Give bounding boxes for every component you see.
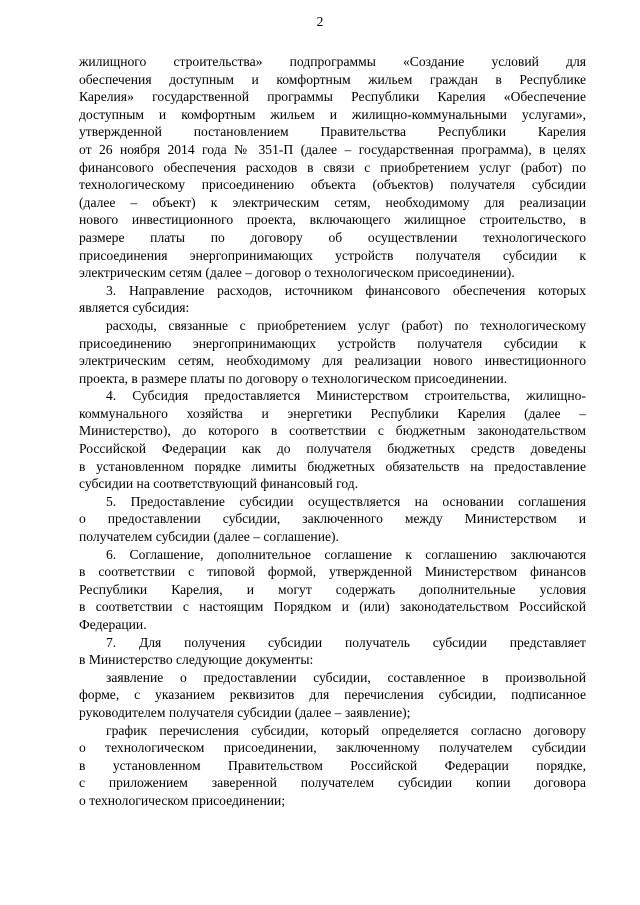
paragraph [79,387,586,493]
text-line: технологическому присоединению объекта (объектов) получателя субсидии [79,177,586,193]
text-line: в соответствии с настоящим Порядком и (или) законодательством Российской [79,599,586,615]
text-line: Министерство), до которого в соответствии с бюджетным законодательством [79,423,586,439]
text-line: о технологическом присоединении; [79,792,286,808]
text-line: в соответствии с типовой формой, утвержденной Министерством финансов [79,564,586,580]
text-line: в Министерство следующие документы: [79,652,314,668]
text-line: размере платы по договору об осуществлении технологического [79,229,586,245]
text-line: проекта, в размере платы по договору о технологическом присоединении. [79,370,508,386]
text-line: коммунального хозяйства и энергетики Республики Карелия (далее – [79,405,586,421]
text-line: Федерации. [79,617,147,632]
text-line: 7. Для получения субсидии получатель субсидии представляет [106,634,586,650]
text-line: форме, с указанием реквизитов для перечисления субсидии, подписанное [79,687,586,703]
document-body [79,53,586,810]
text-line: 6. Соглашение, дополнительное соглашение к соглашению заключаются [106,546,586,562]
text-line: обеспечения доступным и комфортным жильем граждан в Республике [79,71,586,87]
text-line: 3. Направление расходов, источником финансового обеспечения которых [106,282,586,298]
text-line: в установленном Правительством Российской Федерации порядке, [79,757,586,773]
text-line: о технологическом присоединении, заключенному получателем субсидии [79,740,586,756]
paragraph [79,722,586,810]
text-line: финансового обеспечения расходов в связи с приобретением услуг (работ) по [79,159,586,175]
text-line: электрическим сетям (далее – договор о технологическом присоединении). [79,265,515,281]
text-line: с приложением заверенной получателем субсидии копии договора [79,775,586,791]
paragraph [79,53,586,282]
text-line: Российской Федерации как до получателя бюджетных средств доведены [79,441,586,457]
text-line: жилищного строительства» подпрограммы «Создание условий для [79,54,586,69]
paragraph [79,493,586,546]
text-line: 4. Субсидия предоставляется Министерством строительства, жилищно- [106,388,586,404]
text-line: о предоставлении субсидии, заключенного между Министерством и [79,511,586,527]
text-line: 5. Предоставление субсидии осуществляется на основании соглашения [106,493,586,509]
text-line: руководителем получателя субсидии (далее – заявление); [79,704,411,720]
text-line: (далее – объект) к электрическим сетям, необходимому для реализации [79,194,586,210]
paragraph [79,669,586,722]
page-number: 2 [316,14,324,29]
text-line: доступным и комфортным жильем и жилищно-коммунальными услугами», [79,106,586,122]
text-line: от 26 ноября 2014 года № 351-П (далее – государственная программа), в целях [79,141,586,157]
text-line: расходы, связанные с приобретением услуг (работ) по технологическому [106,317,586,333]
text-line: субсидии на соответствующий финансовый год. [79,476,359,492]
text-line: в установленном порядке лимиты бюджетных обязательств на предоставление [79,458,586,474]
text-line: Республики Карелия, и могут содержать дополнительные условия [79,581,586,597]
paragraph [79,282,586,317]
text-line: является субсидия: [79,300,190,316]
text-line: получателем субсидии (далее – соглашение). [79,529,339,545]
text-line: график перечисления субсидии, который определяется согласно договору [106,722,586,738]
text-line: электрическим сетям, необходимому для реализации нового инвестиционного [79,353,586,369]
text-line: Карелия» государственной программы Республики Карелия «Обеспечение [79,89,586,105]
paragraph [79,546,586,634]
text-line: заявление о предоставлении субсидии, составленное в произвольной [106,669,586,685]
text-line: присоединению энергопринимающих устройств получателя субсидии к [79,335,586,351]
paragraph [79,634,586,669]
text-line: утвержденной постановлением Правительства Республики Карелия [79,124,586,140]
text-line: нового инвестиционного проекта, включающего жилищное строительство, в [79,212,586,228]
text-line: присоединения энергопринимающих устройств получателя субсидии к [79,247,586,263]
paragraph [79,317,586,387]
